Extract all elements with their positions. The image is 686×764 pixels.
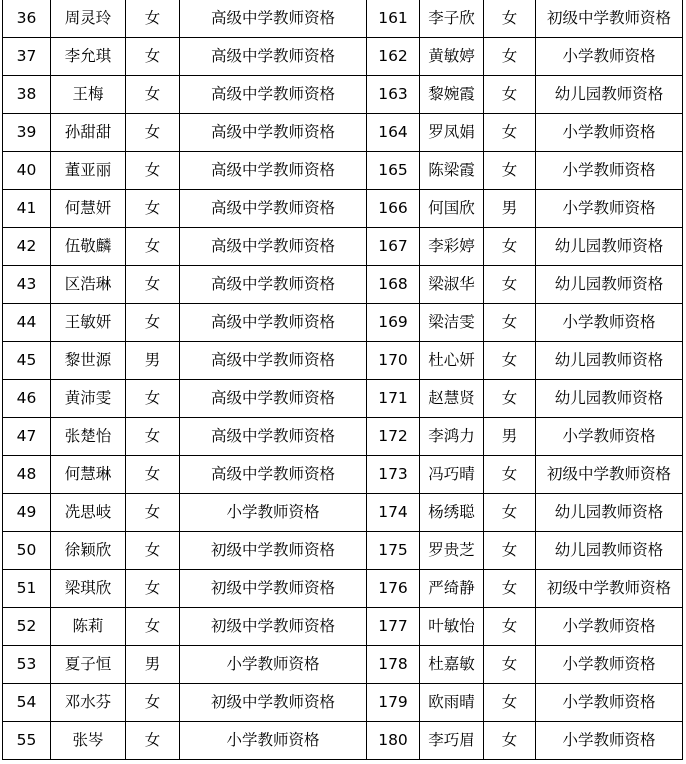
right-name-cell: 冯巧晴 xyxy=(420,456,484,494)
left-serial-number-cell: 36 xyxy=(3,0,51,38)
table-row xyxy=(3,304,683,342)
left-gender-cell: 女 xyxy=(126,532,180,570)
left-name-cell: 徐颖欣 xyxy=(51,532,126,570)
left-name-cell: 区浩琳 xyxy=(51,266,126,304)
left-serial-number-cell: 48 xyxy=(3,456,51,494)
right-name-cell: 李巧眉 xyxy=(420,722,484,760)
right-gender-cell: 女 xyxy=(484,494,536,532)
right-gender-cell: 女 xyxy=(484,114,536,152)
table-row xyxy=(3,266,683,304)
left-gender-cell: 女 xyxy=(126,494,180,532)
right-qualification-cell: 小学教师资格 xyxy=(536,722,683,760)
right-serial-number-cell: 172 xyxy=(367,418,420,456)
right-qualification-cell: 小学教师资格 xyxy=(536,114,683,152)
right-qualification-cell: 幼儿园教师资格 xyxy=(536,228,683,266)
right-gender-cell: 女 xyxy=(484,0,536,38)
right-gender-cell: 女 xyxy=(484,76,536,114)
right-qualification-cell: 小学教师资格 xyxy=(536,304,683,342)
left-name-cell: 邓水芬 xyxy=(51,684,126,722)
right-gender-cell: 女 xyxy=(484,532,536,570)
left-gender-cell: 女 xyxy=(126,608,180,646)
left-qualification-cell: 高级中学教师资格 xyxy=(180,456,367,494)
right-serial-number-cell: 165 xyxy=(367,152,420,190)
right-qualification-cell: 幼儿园教师资格 xyxy=(536,76,683,114)
left-serial-number-cell: 53 xyxy=(3,646,51,684)
left-name-cell: 孙甜甜 xyxy=(51,114,126,152)
right-gender-cell: 男 xyxy=(484,418,536,456)
right-serial-number-cell: 175 xyxy=(367,532,420,570)
left-name-cell: 黄沛雯 xyxy=(51,380,126,418)
left-gender-cell: 女 xyxy=(126,380,180,418)
right-qualification-cell: 初级中学教师资格 xyxy=(536,0,683,38)
left-qualification-cell: 小学教师资格 xyxy=(180,646,367,684)
left-name-cell: 伍敬麟 xyxy=(51,228,126,266)
right-gender-cell: 女 xyxy=(484,38,536,76)
right-name-cell: 黎婉霞 xyxy=(420,76,484,114)
right-qualification-cell: 初级中学教师资格 xyxy=(536,456,683,494)
left-serial-number-cell: 54 xyxy=(3,684,51,722)
right-serial-number-cell: 161 xyxy=(367,0,420,38)
right-serial-number-cell: 169 xyxy=(367,304,420,342)
left-qualification-cell: 高级中学教师资格 xyxy=(180,152,367,190)
right-name-cell: 严绮静 xyxy=(420,570,484,608)
table-row xyxy=(3,684,683,722)
right-qualification-cell: 小学教师资格 xyxy=(536,152,683,190)
right-serial-number-cell: 173 xyxy=(367,456,420,494)
table-row xyxy=(3,646,683,684)
right-name-cell: 梁洁雯 xyxy=(420,304,484,342)
right-name-cell: 李彩婷 xyxy=(420,228,484,266)
right-name-cell: 黄敏婷 xyxy=(420,38,484,76)
left-qualification-cell: 初级中学教师资格 xyxy=(180,608,367,646)
right-qualification-cell: 小学教师资格 xyxy=(536,684,683,722)
right-gender-cell: 女 xyxy=(484,342,536,380)
right-gender-cell: 女 xyxy=(484,304,536,342)
left-gender-cell: 女 xyxy=(126,0,180,38)
table-row xyxy=(3,228,683,266)
left-gender-cell: 女 xyxy=(126,38,180,76)
table-row xyxy=(3,76,683,114)
left-name-cell: 周灵玲 xyxy=(51,0,126,38)
left-serial-number-cell: 44 xyxy=(3,304,51,342)
table-row xyxy=(3,494,683,532)
right-gender-cell: 女 xyxy=(484,152,536,190)
right-gender-cell: 女 xyxy=(484,608,536,646)
right-qualification-cell: 幼儿园教师资格 xyxy=(536,266,683,304)
left-gender-cell: 女 xyxy=(126,570,180,608)
right-gender-cell: 女 xyxy=(484,570,536,608)
left-name-cell: 张楚怡 xyxy=(51,418,126,456)
left-gender-cell: 女 xyxy=(126,684,180,722)
right-qualification-cell: 幼儿园教师资格 xyxy=(536,380,683,418)
left-qualification-cell: 高级中学教师资格 xyxy=(180,266,367,304)
table-row xyxy=(3,532,683,570)
left-gender-cell: 女 xyxy=(126,304,180,342)
left-serial-number-cell: 52 xyxy=(3,608,51,646)
table-row xyxy=(3,722,683,760)
right-qualification-cell: 小学教师资格 xyxy=(536,608,683,646)
right-qualification-cell: 幼儿园教师资格 xyxy=(536,342,683,380)
right-gender-cell: 女 xyxy=(484,646,536,684)
left-serial-number-cell: 37 xyxy=(3,38,51,76)
left-gender-cell: 男 xyxy=(126,646,180,684)
left-serial-number-cell: 45 xyxy=(3,342,51,380)
left-qualification-cell: 高级中学教师资格 xyxy=(180,76,367,114)
left-name-cell: 王敏妍 xyxy=(51,304,126,342)
left-qualification-cell: 高级中学教师资格 xyxy=(180,114,367,152)
table-body xyxy=(3,0,683,760)
left-serial-number-cell: 41 xyxy=(3,190,51,228)
right-serial-number-cell: 180 xyxy=(367,722,420,760)
left-name-cell: 张岑 xyxy=(51,722,126,760)
teacher-qualification-table xyxy=(2,0,683,760)
left-qualification-cell: 小学教师资格 xyxy=(180,722,367,760)
right-qualification-cell: 小学教师资格 xyxy=(536,646,683,684)
left-serial-number-cell: 49 xyxy=(3,494,51,532)
left-serial-number-cell: 51 xyxy=(3,570,51,608)
right-qualification-cell: 小学教师资格 xyxy=(536,38,683,76)
table-row xyxy=(3,570,683,608)
left-gender-cell: 女 xyxy=(126,114,180,152)
table-row xyxy=(3,342,683,380)
left-name-cell: 王梅 xyxy=(51,76,126,114)
right-qualification-cell: 小学教师资格 xyxy=(536,190,683,228)
right-name-cell: 赵慧贤 xyxy=(420,380,484,418)
left-qualification-cell: 高级中学教师资格 xyxy=(180,190,367,228)
left-name-cell: 黎世源 xyxy=(51,342,126,380)
table-row xyxy=(3,152,683,190)
left-qualification-cell: 小学教师资格 xyxy=(180,494,367,532)
right-name-cell: 杨绣聪 xyxy=(420,494,484,532)
right-name-cell: 陈梁霞 xyxy=(420,152,484,190)
right-serial-number-cell: 171 xyxy=(367,380,420,418)
left-name-cell: 陈莉 xyxy=(51,608,126,646)
left-gender-cell: 男 xyxy=(126,342,180,380)
right-serial-number-cell: 170 xyxy=(367,342,420,380)
left-qualification-cell: 高级中学教师资格 xyxy=(180,228,367,266)
left-name-cell: 何慧琳 xyxy=(51,456,126,494)
right-gender-cell: 男 xyxy=(484,190,536,228)
left-gender-cell: 女 xyxy=(126,228,180,266)
left-gender-cell: 女 xyxy=(126,190,180,228)
table-row xyxy=(3,456,683,494)
left-serial-number-cell: 43 xyxy=(3,266,51,304)
left-gender-cell: 女 xyxy=(126,418,180,456)
left-serial-number-cell: 46 xyxy=(3,380,51,418)
left-serial-number-cell: 42 xyxy=(3,228,51,266)
right-serial-number-cell: 163 xyxy=(367,76,420,114)
right-serial-number-cell: 176 xyxy=(367,570,420,608)
left-gender-cell: 女 xyxy=(126,456,180,494)
right-gender-cell: 女 xyxy=(484,722,536,760)
right-name-cell: 梁淑华 xyxy=(420,266,484,304)
table-row xyxy=(3,38,683,76)
right-name-cell: 杜心妍 xyxy=(420,342,484,380)
left-gender-cell: 女 xyxy=(126,722,180,760)
left-qualification-cell: 高级中学教师资格 xyxy=(180,418,367,456)
left-gender-cell: 女 xyxy=(126,76,180,114)
left-qualification-cell: 初级中学教师资格 xyxy=(180,684,367,722)
left-serial-number-cell: 39 xyxy=(3,114,51,152)
left-name-cell: 梁琪欣 xyxy=(51,570,126,608)
right-qualification-cell: 初级中学教师资格 xyxy=(536,570,683,608)
right-qualification-cell: 幼儿园教师资格 xyxy=(536,532,683,570)
table-row xyxy=(3,418,683,456)
left-serial-number-cell: 50 xyxy=(3,532,51,570)
left-serial-number-cell: 40 xyxy=(3,152,51,190)
right-name-cell: 李鸿力 xyxy=(420,418,484,456)
left-name-cell: 李允琪 xyxy=(51,38,126,76)
right-name-cell: 欧雨晴 xyxy=(420,684,484,722)
table-row xyxy=(3,380,683,418)
table-row xyxy=(3,114,683,152)
right-serial-number-cell: 166 xyxy=(367,190,420,228)
left-qualification-cell: 高级中学教师资格 xyxy=(180,304,367,342)
table-row xyxy=(3,608,683,646)
left-qualification-cell: 高级中学教师资格 xyxy=(180,38,367,76)
left-qualification-cell: 高级中学教师资格 xyxy=(180,342,367,380)
left-name-cell: 夏子恒 xyxy=(51,646,126,684)
right-serial-number-cell: 168 xyxy=(367,266,420,304)
right-serial-number-cell: 177 xyxy=(367,608,420,646)
left-name-cell: 董亚丽 xyxy=(51,152,126,190)
left-serial-number-cell: 47 xyxy=(3,418,51,456)
right-serial-number-cell: 178 xyxy=(367,646,420,684)
left-qualification-cell: 初级中学教师资格 xyxy=(180,570,367,608)
left-qualification-cell: 高级中学教师资格 xyxy=(180,380,367,418)
right-qualification-cell: 小学教师资格 xyxy=(536,418,683,456)
right-name-cell: 杜嘉敏 xyxy=(420,646,484,684)
right-gender-cell: 女 xyxy=(484,228,536,266)
table-row xyxy=(3,0,683,38)
left-serial-number-cell: 55 xyxy=(3,722,51,760)
left-name-cell: 冼思岐 xyxy=(51,494,126,532)
right-serial-number-cell: 174 xyxy=(367,494,420,532)
right-gender-cell: 女 xyxy=(484,380,536,418)
left-qualification-cell: 高级中学教师资格 xyxy=(180,0,367,38)
right-name-cell: 李子欣 xyxy=(420,0,484,38)
left-qualification-cell: 初级中学教师资格 xyxy=(180,532,367,570)
left-name-cell: 何慧妍 xyxy=(51,190,126,228)
right-serial-number-cell: 167 xyxy=(367,228,420,266)
right-serial-number-cell: 162 xyxy=(367,38,420,76)
table-row xyxy=(3,190,683,228)
right-gender-cell: 女 xyxy=(484,456,536,494)
right-gender-cell: 女 xyxy=(484,684,536,722)
right-name-cell: 叶敏怡 xyxy=(420,608,484,646)
right-serial-number-cell: 164 xyxy=(367,114,420,152)
left-gender-cell: 女 xyxy=(126,266,180,304)
left-serial-number-cell: 38 xyxy=(3,76,51,114)
right-name-cell: 罗凤娟 xyxy=(420,114,484,152)
right-qualification-cell: 幼儿园教师资格 xyxy=(536,494,683,532)
right-gender-cell: 女 xyxy=(484,266,536,304)
left-gender-cell: 女 xyxy=(126,152,180,190)
right-name-cell: 罗贵芝 xyxy=(420,532,484,570)
right-serial-number-cell: 179 xyxy=(367,684,420,722)
right-name-cell: 何国欣 xyxy=(420,190,484,228)
